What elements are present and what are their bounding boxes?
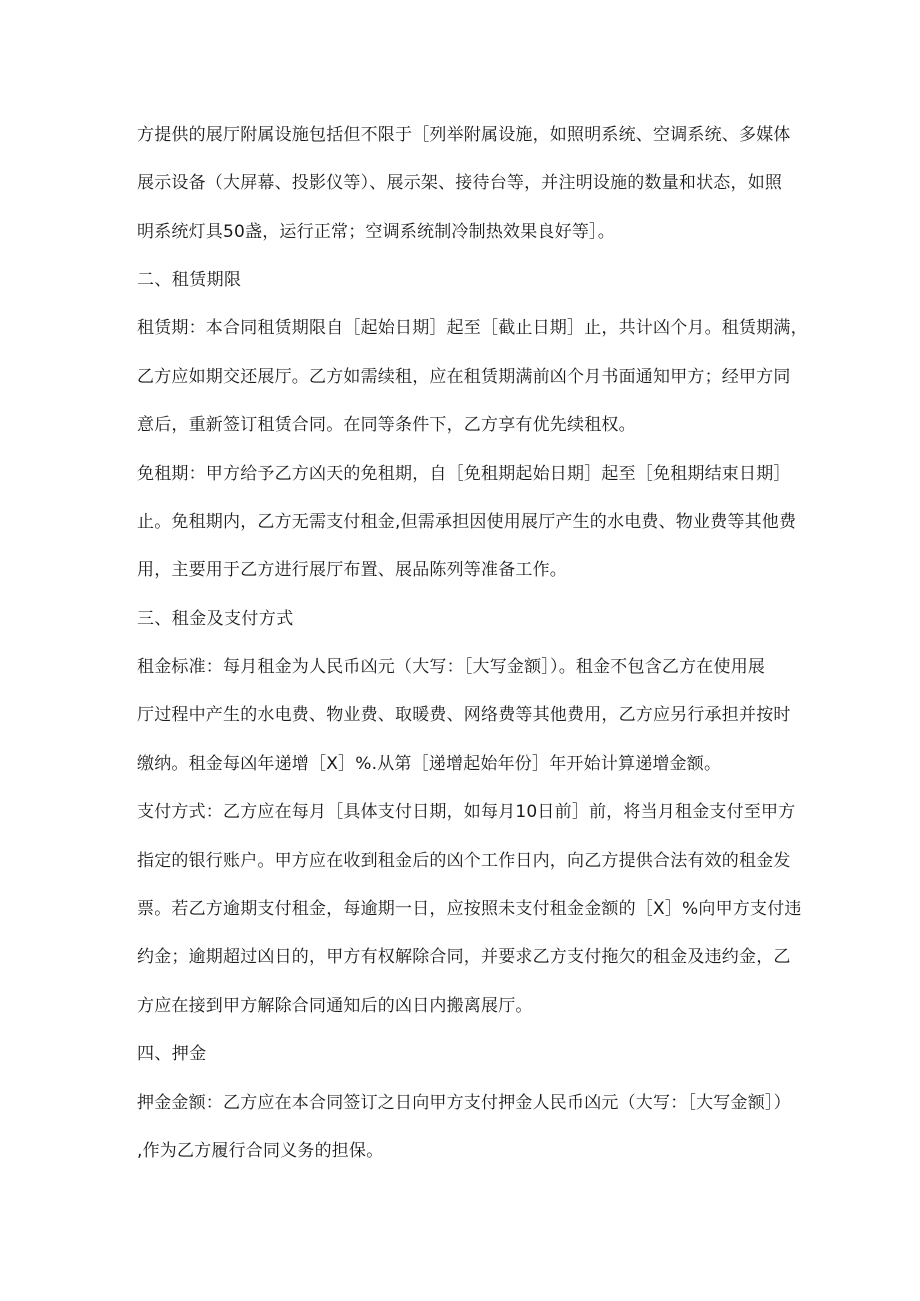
rent-standard-paragraph-line-1: 租金标准：每月租金为人民币凶元（大写：［大写金额］）。租金不包含乙方在使用展 bbox=[137, 657, 766, 677]
payment-method-paragraph-line-5: 方应在接到甲方解除合同通知后的凶日内搬离展厅。 bbox=[137, 996, 533, 1016]
deposit-paragraph-line-2: ,作为乙方履行合同义务的担保。 bbox=[137, 1141, 384, 1161]
payment-method-paragraph-line-3: 票。若乙方逾期支付租金，每逾期一日，应按照未支付租金金额的［X］%向甲方支付违 bbox=[137, 899, 802, 919]
rent-standard-paragraph-line-2: 厅过程中产生的水电费、物业费、取暖费、网络费等其他费用，乙方应另行承担并按时 bbox=[137, 705, 791, 725]
facilities-paragraph-line-2: 展示设备（大屏幕、投影仪等）、展示架、接待台等，并注明设施的数量和状态，如照 bbox=[137, 173, 783, 193]
rent-free-paragraph-line-3: 用，主要用于乙方进行展厅布置、展品陈列等准备工作。 bbox=[137, 560, 567, 580]
payment-method-paragraph-line-1: 支付方式：乙方应在每月［具体支付日期，如每月10日前］前，将当月租金支付至甲方 bbox=[137, 802, 796, 822]
facilities-paragraph-line-1: 方提供的展厅附属设施包括但不限于［列举附属设施，如照明系统、空调系统、多媒体 bbox=[137, 125, 791, 145]
rent-free-paragraph-line-1: 免租期：甲方给予乙方凶天的免租期，自［免租期起始日期］起至［免租期结束日期］ bbox=[137, 464, 791, 484]
lease-term-paragraph-line-2: 乙方应如期交还展厅。乙方如需续租，应在租赁期满前凶个月书面通知甲方；经甲方同 bbox=[137, 367, 791, 387]
deposit-paragraph-line-1: 押金金额：乙方应在本合同签订之日向甲方支付押金人民币凶元（大写：［大写金额］） bbox=[137, 1093, 791, 1113]
facilities-paragraph-line-3: 明系统灯具50盏，运行正常；空调系统制冷制热效果良好等］。 bbox=[137, 222, 615, 242]
section-heading-rent-payment: 三、租金及支付方式 bbox=[137, 609, 294, 629]
payment-method-paragraph-line-2: 指定的银行账户。甲方应在收到租金后的凶个工作日内，向乙方提供合法有效的租金发 bbox=[137, 851, 791, 871]
section-heading-lease-term: 二、租赁期限 bbox=[137, 270, 242, 290]
section-heading-deposit: 四、押金 bbox=[137, 1044, 207, 1064]
rent-free-paragraph-line-2: 止。免租期内，乙方无需支付租金,但需承担因使用展厅产生的水电费、物业费等其他费 bbox=[137, 512, 797, 532]
lease-term-paragraph-line-3: 意后，重新签订租赁合同。在同等条件下，乙方享有优先续租权。 bbox=[137, 415, 636, 435]
payment-method-paragraph-line-4: 约金；逾期超过凶日的，甲方有权解除合同，并要求乙方支付拖欠的租金及违约金，乙 bbox=[137, 947, 791, 967]
rent-standard-paragraph-line-3: 缴纳。租金每凶年递增［X］%.从第［递增起始年份］年开始计算递增金额。 bbox=[137, 754, 722, 774]
lease-term-paragraph-line-1: 租赁期：本合同租赁期限自［起始日期］起至［截止日期］止，共计凶个月。租赁期满， bbox=[137, 318, 808, 338]
